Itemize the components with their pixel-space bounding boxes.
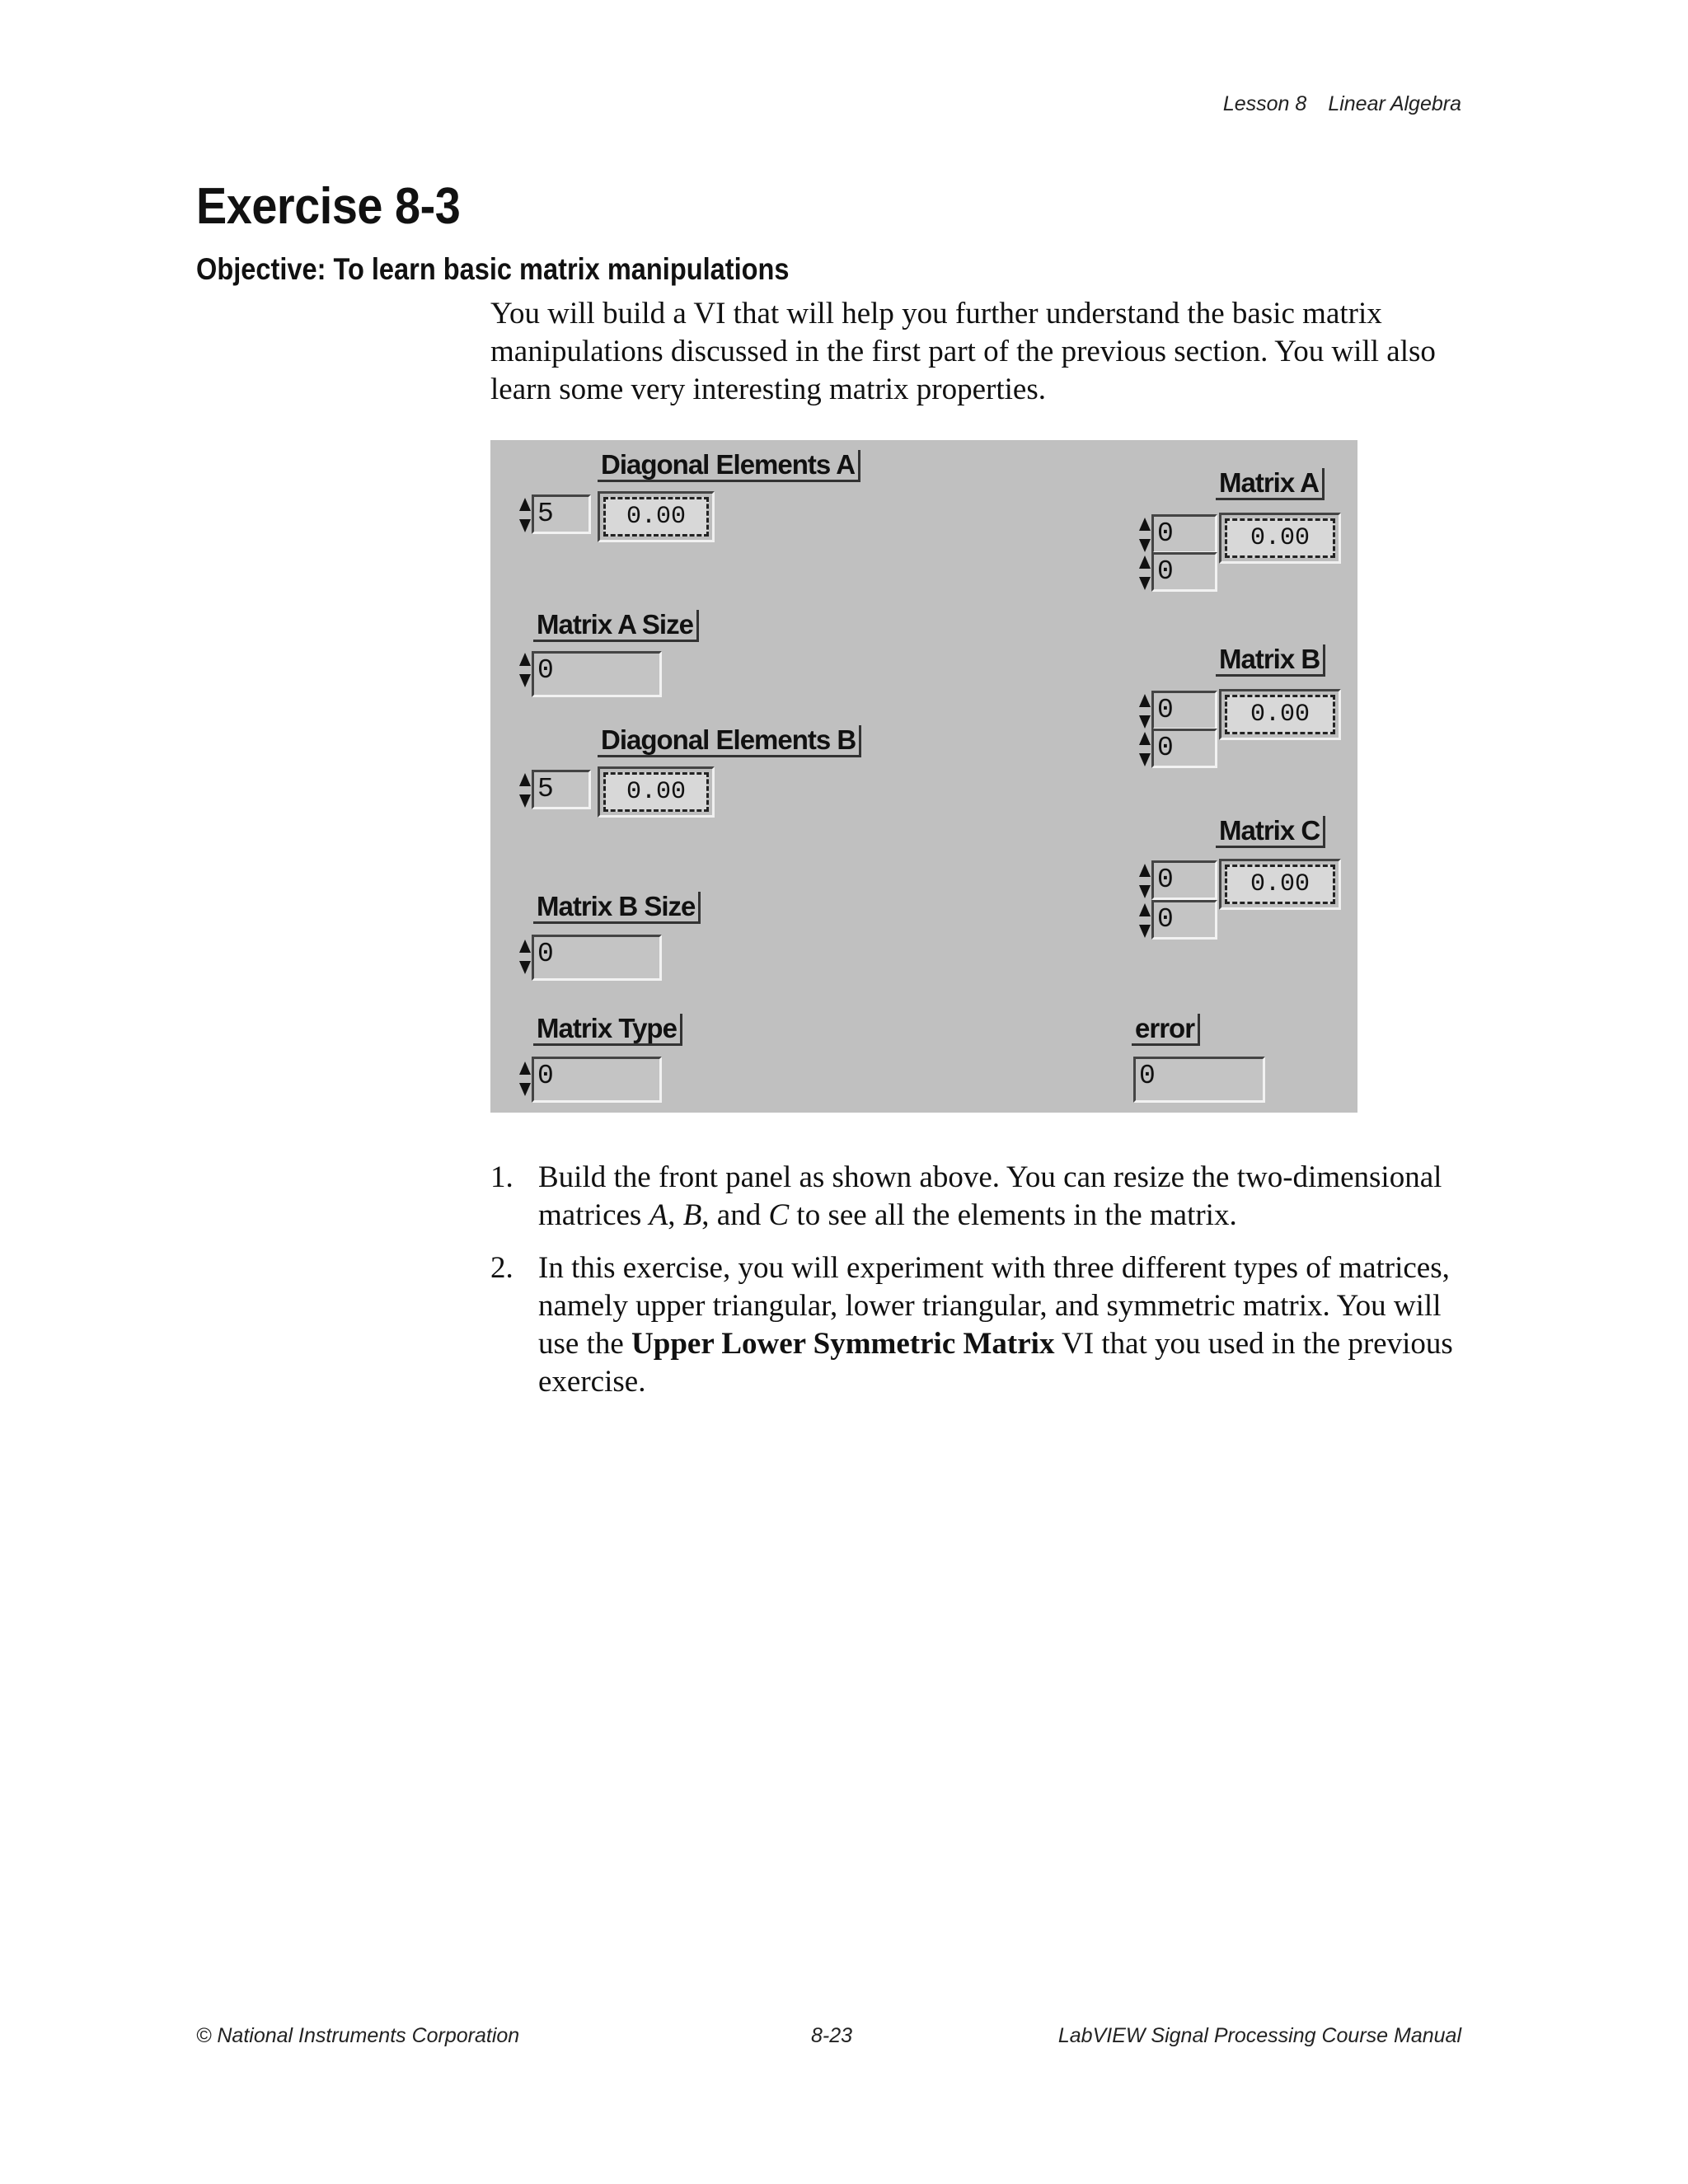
- diag-a-index[interactable]: 5: [532, 494, 591, 534]
- error-indicator: 0: [1133, 1057, 1265, 1103]
- error-label: error: [1132, 1014, 1200, 1046]
- instruction-steps: [490, 1159, 1479, 1416]
- diag-b-array[interactable]: [598, 766, 715, 818]
- matrix-a-element: 0.00: [1225, 518, 1335, 558]
- diag-b-element[interactable]: 0.00: [603, 772, 709, 812]
- matrix-a-size-control[interactable]: 0: [532, 651, 662, 697]
- exercise-title: Exercise 8-3: [196, 178, 461, 235]
- diag-b-index[interactable]: 5: [532, 770, 591, 809]
- matrix-b-name: B: [682, 1198, 702, 1232]
- matrix-type-label: Matrix Type: [533, 1014, 682, 1046]
- matrix-c-col-index[interactable]: 0: [1151, 900, 1217, 940]
- separator: , and: [701, 1198, 769, 1232]
- page-number: 8-23: [811, 2024, 853, 2047]
- matrix-c-name: C: [768, 1198, 790, 1232]
- running-head: [1223, 92, 1461, 116]
- matrix-a-col-spinner-icon[interactable]: [1138, 554, 1150, 592]
- matrix-b-label: Matrix B: [1216, 644, 1325, 677]
- footer-copyright: © National Instruments Corporation: [196, 2024, 520, 2047]
- step-number: 2.: [490, 1251, 513, 1285]
- matrix-b-col-index[interactable]: 0: [1151, 729, 1217, 768]
- step-text: In this exercise, you will experiment with three different types of matrices, namely upper triangular, lower triangular, and symmetric matrix. You will use the: [538, 1251, 1450, 1361]
- diag-b-label: Diagonal Elements B: [598, 725, 861, 757]
- matrix-c-col-spinner-icon[interactable]: [1138, 902, 1150, 940]
- matrix-c-label: Matrix C: [1216, 816, 1325, 848]
- matrix-b-display: [1219, 689, 1341, 740]
- matrix-a-col-index[interactable]: 0: [1151, 552, 1217, 592]
- matrix-a-label: Matrix A: [1216, 468, 1325, 500]
- step-text: VI that you used in the previous exercise.: [538, 1327, 1453, 1399]
- matrix-b-size-control[interactable]: 0: [532, 935, 662, 981]
- diag-a-index-spinner-icon[interactable]: [518, 496, 530, 534]
- separator: ,: [668, 1198, 683, 1232]
- objective-heading: Objective: To learn basic matrix manipulations: [196, 252, 790, 286]
- diag-a-label: Diagonal Elements A: [598, 450, 860, 482]
- matrix-b-col-spinner-icon[interactable]: [1138, 730, 1150, 768]
- matrix-c-row-spinner-icon[interactable]: [1138, 862, 1150, 900]
- lesson-number: Lesson 8: [1222, 92, 1307, 115]
- lesson-topic: Linear Algebra: [1328, 92, 1461, 115]
- vi-name: Upper Lower Symmetric Matrix: [631, 1327, 1055, 1361]
- step-text: Build the front panel as shown above. You can resize the two-dimensional matrices: [538, 1160, 1442, 1232]
- matrix-b-element: 0.00: [1225, 695, 1335, 734]
- matrix-b-size-label: Matrix B Size: [533, 892, 701, 924]
- matrix-a-row-index[interactable]: 0: [1151, 514, 1217, 554]
- front-panel-figure: [490, 440, 1357, 1113]
- matrix-c-display: [1219, 859, 1341, 910]
- diag-a-element[interactable]: 0.00: [603, 497, 709, 537]
- matrix-c-row-index[interactable]: 0: [1151, 860, 1217, 900]
- matrix-b-size-spinner-icon[interactable]: [518, 938, 530, 976]
- matrix-a-size-spinner-icon[interactable]: [518, 651, 530, 689]
- matrix-a-name: A: [649, 1198, 668, 1232]
- matrix-a-display: [1219, 513, 1341, 564]
- step-2: [490, 1249, 1479, 1401]
- diag-a-array[interactable]: [598, 491, 715, 542]
- matrix-b-row-index[interactable]: 0: [1151, 691, 1217, 730]
- matrix-type-control[interactable]: 0: [532, 1057, 662, 1103]
- intro-paragraph: You will build a VI that will help you further understand the basic matrix manipulations discussed in the first part of the previous section. You will also learn some very interesting matrix properties.: [490, 297, 1436, 406]
- matrix-a-size-label: Matrix A Size: [533, 610, 699, 642]
- step-number: 1.: [490, 1160, 513, 1194]
- matrix-b-row-spinner-icon[interactable]: [1138, 692, 1150, 730]
- step-text: to see all the elements in the matrix.: [789, 1198, 1237, 1232]
- matrix-type-spinner-icon[interactable]: [518, 1060, 530, 1098]
- step-1: [490, 1159, 1479, 1235]
- matrix-a-row-spinner-icon[interactable]: [1138, 516, 1150, 554]
- diag-b-index-spinner-icon[interactable]: [518, 771, 530, 809]
- matrix-c-element: 0.00: [1225, 865, 1335, 904]
- footer-manual-title: LabVIEW Signal Processing Course Manual: [1057, 2024, 1461, 2047]
